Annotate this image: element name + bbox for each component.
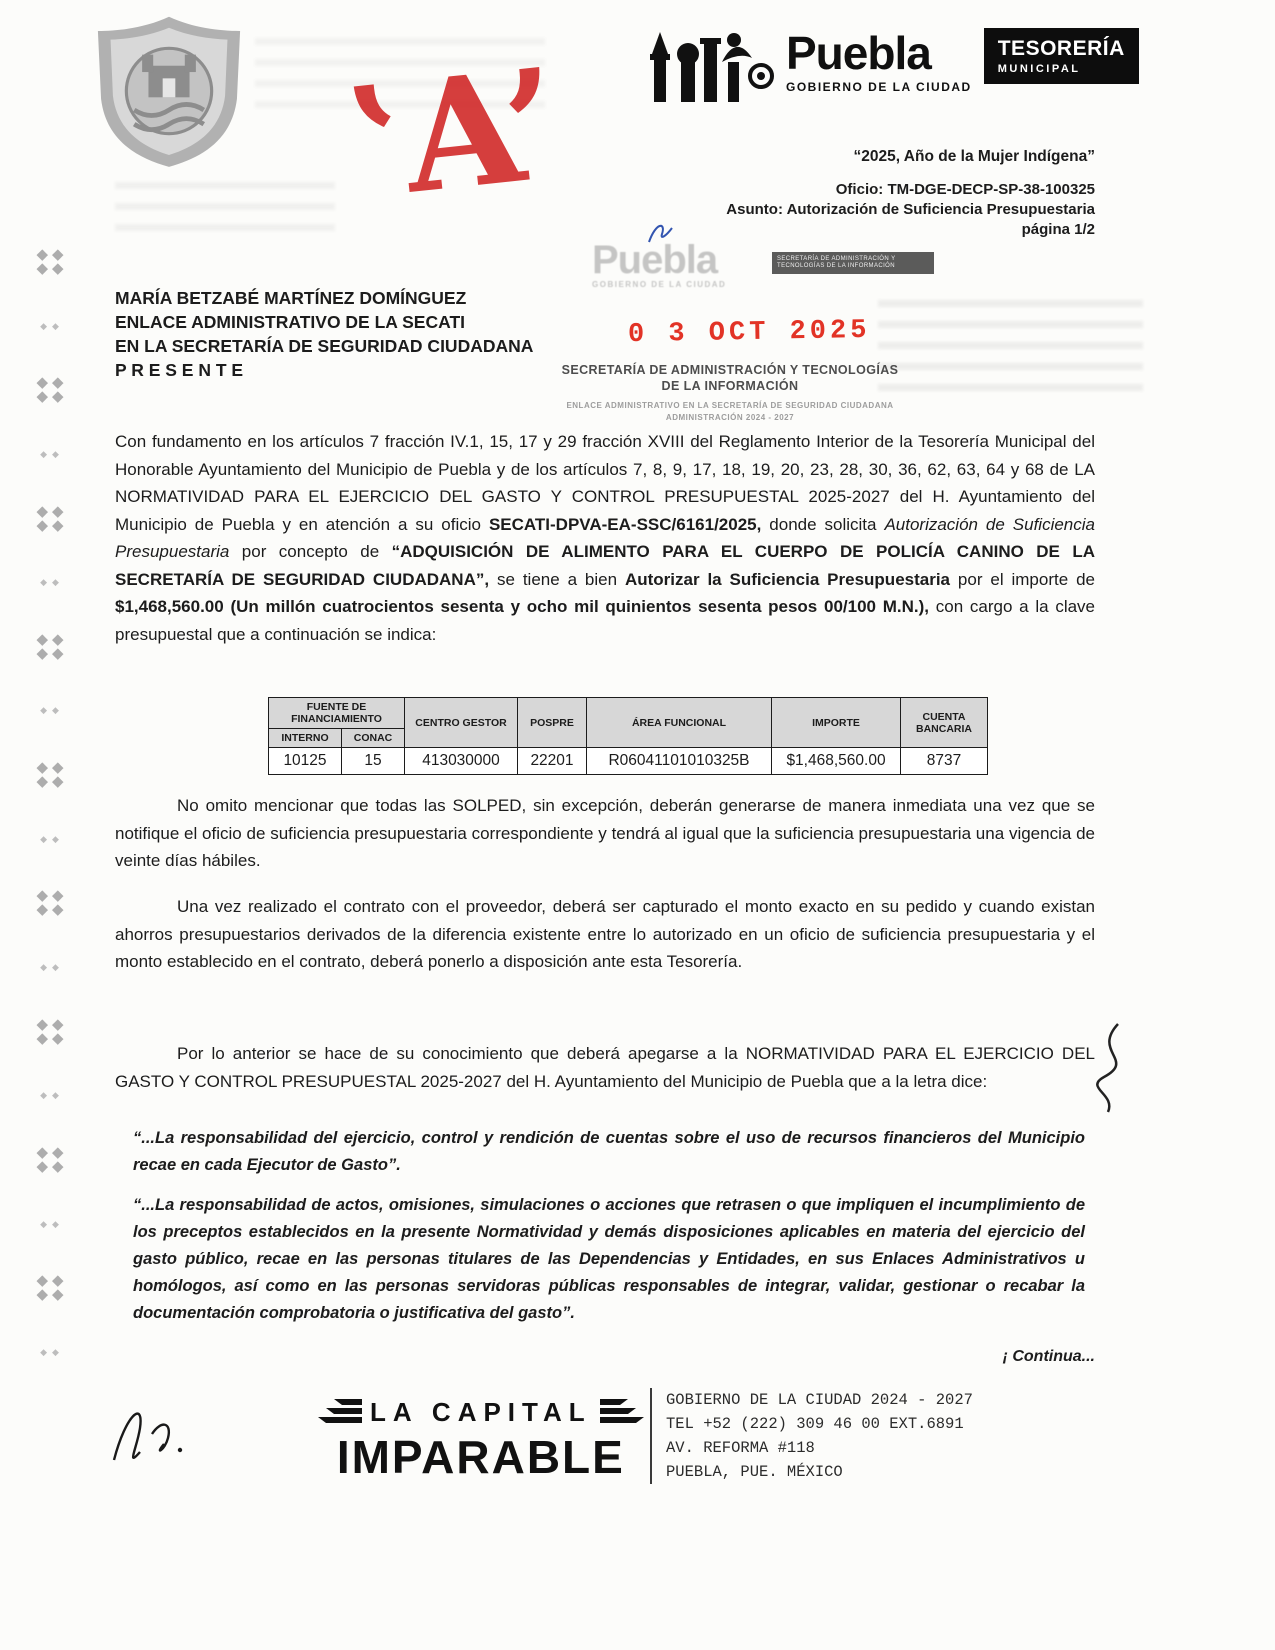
asunto-line xyxy=(726,201,1095,218)
asunto-value: Autorización de Suficiencia Presupuestaria xyxy=(786,201,1095,218)
recipient-title-1: ENLACE ADMINISTRATIVO DE LA SECATI xyxy=(115,312,465,332)
stamp-brand-tagline: GOBIERNO DE LA CIUDAD xyxy=(592,280,727,289)
oficio-line xyxy=(836,181,1095,198)
stamp-date: 0 3 OCT 2025 xyxy=(627,315,871,351)
footer-contact xyxy=(650,1388,973,1484)
cell-area-funcional: R06041101010325B xyxy=(587,748,772,775)
col-area-funcional: ÁREA FUNCIONAL xyxy=(587,698,772,748)
footer-contact-line3: AV. REFORMA #118 xyxy=(666,1439,815,1457)
speed-lines-right-icon xyxy=(600,1396,644,1428)
municipal-crest xyxy=(90,12,248,170)
puebla-brand-icon xyxy=(648,28,776,104)
col-interno: INTERNO xyxy=(269,729,342,748)
stamp-badge: SECRETARÍA DE ADMINISTRACIÓN Y TECNOLOGÍAS DE LA INFORMACIÓN xyxy=(772,252,934,274)
stamp-subtext-line1: ENLACE ADMINISTRATIVO EN LA SECRETARÍA DE SEGURIDAD CIUDADANA xyxy=(566,401,894,410)
la-capital-label: LA CAPITAL xyxy=(370,1396,592,1427)
col-cuenta-bancaria: CUENTA BANCARIA xyxy=(901,698,988,748)
handwritten-signature-mark xyxy=(106,1390,201,1485)
body-paragraph-4: Por lo anterior se hace de su conocimiento que deberá apegarse a la NORMATIVIDAD PARA EL EJERCICIO DEL GASTO Y CONTROL PRESUPUESTAL 2025-2027 del H. Ayuntamiento del Municipio de Puebla que a la letra dice: xyxy=(115,1044,1095,1091)
recipient-presente: P R E S E N T E xyxy=(115,360,244,380)
recipient-title-2: EN LA SECRETARÍA DE SEGURIDAD CIUDADANA xyxy=(115,336,534,356)
cell-interno: 10125 xyxy=(269,748,342,775)
tesoreria-label: TESORERÍA xyxy=(997,37,1125,60)
handwritten-grade-mark: ‛A’ xyxy=(343,33,567,234)
brand-name: Puebla xyxy=(786,27,931,79)
bleedthrough-left xyxy=(115,182,335,240)
oficio-label: Oficio: xyxy=(835,181,884,198)
continua-note: ¡ Continua... xyxy=(1002,1348,1095,1365)
left-ornament: ◆◆◆◆ ◆◆ ◆◆◆◆ ◆◆ ◆◆◆◆ ◆◆ ◆◆◆◆ ◆◆ ◆◆◆◆ ◆◆ ◆◆◆◆ ◆◆ ◆◆◆◆ ◆◆ ◆◆◆◆ ◆◆ ◆◆◆◆ ◆◆ xyxy=(36,246,68,1357)
footer-contact-line2: TEL +52 (222) 309 46 00 EXT.6891 xyxy=(666,1415,964,1433)
body-paragraph-1: Con fundamento en los artículos 7 fracción IV.1, 15, 17 y 29 fracción XVIII del Reglamento Interior de la Tesorería Municipal del Honorable Ayuntamiento del Municipio de Puebla y de los artículos 7, 8, 9, 17, 18, 19, 20, 23, 28, 30, 36, 62, 63, 64 y 68 de LA NORMATIVIDAD PARA EL EJERCICIO DEL GASTO Y CONTROL PRESUPUESTAL 2025-2027 del H. Ayuntamiento del Municipio de Puebla y en atención a su oficio SECATI-DPVA-EA-SSC/6161/2025, donde solicita Autorización de Suficiencia Presupuestaria por concepto de “ADQUISICIÓN DE ALIMENTO PARA EL CUERPO DE POLICÍA CANINO DE LA SECRETARÍA DE SEGURIDAD CIUDADANA”, se tiene a bien Autorizar la Suficiencia Presupuestaria por el importe de $1,468,560.00 (Un millón cuatrocientos sesenta y ocho mil quinientos sesenta pesos 00/100 M.N.), con cargo a la clave presupuestal que a continuación se indica: xyxy=(115,432,1096,644)
received-stamp-logo xyxy=(592,240,726,289)
cell-cuenta-bancaria: 8737 xyxy=(901,748,988,775)
page-number: página 1/2 xyxy=(1021,221,1095,238)
stamp-brand-name: Puebla xyxy=(592,238,718,282)
speed-lines-left-icon xyxy=(318,1396,362,1428)
recipient-block xyxy=(115,286,533,382)
stamp-secretariat xyxy=(540,362,920,394)
footer-contact-line4: PUEBLA, PUE. MÉXICO xyxy=(666,1463,843,1481)
imparable-label: IMPARABLE xyxy=(336,1431,625,1483)
asunto-label: Asunto: xyxy=(726,201,783,218)
col-importe: IMPORTE xyxy=(772,698,901,748)
tesoreria-box xyxy=(984,28,1139,84)
stamp-subtext-line2: ADMINISTRACIÓN 2024 - 2027 xyxy=(665,413,795,422)
col-fuente-financiamiento: FUENTE DE FINANCIAMIENTO xyxy=(269,698,405,729)
stamp-secretariat-line1: SECRETARÍA DE ADMINISTRACIÓN Y TECNOLOGÍAS xyxy=(561,363,899,377)
col-conac: CONAC xyxy=(342,729,405,748)
puebla-logo xyxy=(648,28,1139,104)
quote-1: “...La responsabilidad del ejercicio, control y rendición de cuentas sobre el uso de recursos financieros del Municipio recae en cada Ejecutor de Gasto”. xyxy=(133,1129,1085,1174)
stamp-secretariat-line2: DE LA INFORMACIÓN xyxy=(661,379,799,393)
brand-tagline: GOBIERNO DE LA CIUDAD xyxy=(786,80,972,94)
col-centro-gestor: CENTRO GESTOR xyxy=(405,698,518,748)
stamp-subtext xyxy=(540,400,920,424)
capital-imparable-logo xyxy=(318,1396,644,1484)
cell-pospre: 22201 xyxy=(518,748,587,775)
capital-row xyxy=(318,1396,644,1428)
table-row xyxy=(269,748,988,775)
cell-importe: $1,468,560.00 xyxy=(772,748,901,775)
municipal-label: MUNICIPAL xyxy=(997,63,1081,75)
body-paragraph-3: Una vez realizado el contrato con el proveedor, deberá ser capturado el monto exacto en su pedido y cuando existan ahorros presupuestarios derivados de la diferencia existente entre lo autorizado en un oficio de suficiencia presupuestaria y el monto establecido en el contrato, deberá ponerlo a disposición ante esta Tesorería. xyxy=(115,897,1095,971)
footer-contact-line1: GOBIERNO DE LA CIUDAD 2024 - 2027 xyxy=(666,1391,973,1409)
pen-check-mark xyxy=(646,220,674,246)
budget-table xyxy=(268,697,988,775)
brand-text xyxy=(786,28,972,94)
recipient-name: MARÍA BETZABÉ MARTÍNEZ DOMÍNGUEZ xyxy=(115,288,467,308)
cell-centro-gestor: 413030000 xyxy=(405,748,518,775)
cell-conac: 15 xyxy=(342,748,405,775)
body-paragraph-2: No omito mencionar que todas las SOLPED, sin excepción, deberán generarse de manera inmediata una vez que se notifique el oficio de suficiencia presupuestaria correspondiente y tendrá al igual que la suficiencia presupuestaria una vigencia de veinte días hábiles. xyxy=(115,796,1095,870)
quote-2: “...La responsabilidad de actos, omisiones, simulaciones o acciones que retrasen o que impliquen el incumplimiento de los preceptos establecidos en la presente Normatividad y demás disposiciones aplicables en materia del ejercicio del gasto público, recae en las personas titulares de las Dependencias y Entidades, en sus Enlaces Administrativos u homólogos, así como en las personas servidoras públicas responsables de integrar, validar, gestionar o recabar la documentación comprobatoria o justificativa del gasto”. xyxy=(133,1196,1085,1322)
handwritten-pen-mark-right xyxy=(1078,1022,1148,1117)
oficio-value: TM-DGE-DECP-SP-38-100325 xyxy=(887,181,1095,198)
year-slogan: “2025, Año de la Mujer Indígena” xyxy=(853,148,1095,165)
col-pospre: POSPRE xyxy=(518,698,587,748)
